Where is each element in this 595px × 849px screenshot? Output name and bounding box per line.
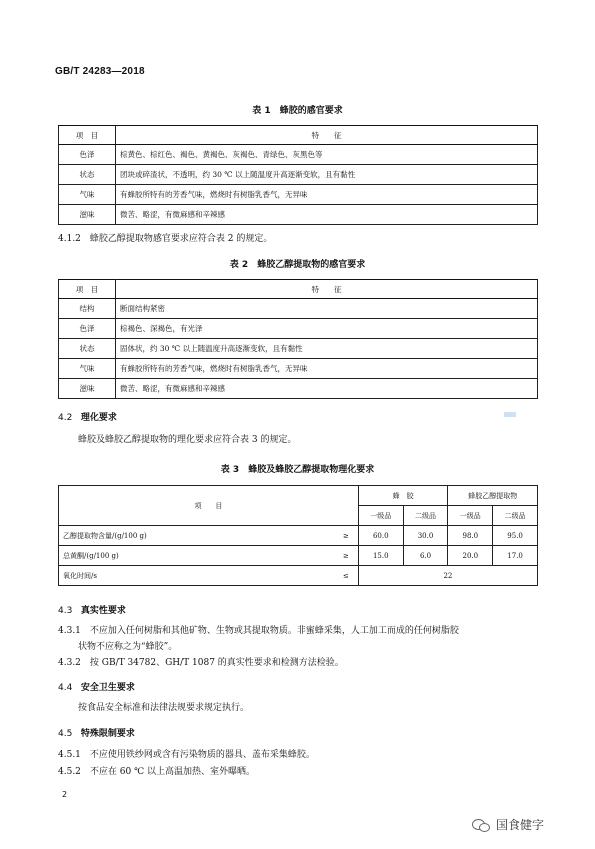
row-operator: ≥ — [334, 546, 359, 566]
page-number: 2 — [62, 790, 68, 799]
wechat-icon — [472, 818, 490, 832]
section-title: 特殊限制要求 — [80, 729, 135, 739]
table-row — [59, 185, 538, 205]
table-row — [59, 339, 538, 359]
table-row — [59, 299, 538, 319]
clause-4-5-2: 4.5.2 不应在 60 ℃ 以上高温加热、室外曝晒。 — [58, 767, 256, 777]
section-number: 4.3 — [58, 606, 73, 616]
scan-artifact — [504, 412, 516, 417]
row-label: 滋味 — [59, 205, 116, 225]
table-row — [59, 359, 538, 379]
row-text: 棕黄色、棕红色、褐色、黄褐色、灰褐色、青绿色、灰黑色等 — [116, 145, 538, 165]
row-label: 结构 — [59, 299, 116, 319]
row-value: 22 — [358, 566, 537, 586]
paragraph-4-2: 蜂胶及蜂胶乙醇提取物的理化要求应符合表 3 的规定。 — [78, 435, 297, 445]
row-value: 20.0 — [448, 546, 493, 566]
row-label: 氧化时间/s — [59, 566, 334, 586]
subheader-grade: 二级品 — [493, 506, 538, 526]
header-item: 项 目 — [59, 486, 359, 526]
row-label: 状态 — [59, 339, 116, 359]
row-label: 总黄酮/(g/100 g) — [59, 546, 334, 566]
row-value: 17.0 — [493, 546, 538, 566]
clause-4-1-2: 4.1.2 蜂胶乙醇提取物感官要求应符合表 2 的规定。 — [58, 234, 273, 244]
row-label: 状态 — [59, 165, 116, 185]
clause-4-5-1: 4.5.1 不应使用铁纱网或含有污染物质的器具、盖布采集蜂胶。 — [58, 750, 315, 760]
watermark — [472, 816, 544, 833]
table1-title: 表 1 蜂胶的感官要求 — [252, 106, 343, 116]
section-title: 真实性要求 — [80, 606, 126, 616]
clause-4-3-1-cont: 状物不应称之为“蜂胶”。 — [78, 642, 178, 652]
subheader-grade: 二级品 — [403, 506, 448, 526]
row-text: 有蜂胶所特有的芳香气味，燃烧时有树脂乳香气，无异味 — [116, 185, 538, 205]
row-text: 断面结构紧密 — [116, 299, 538, 319]
clause-4-3-2: 4.3.2 按 GB/T 34782、GH/T 1087 的真实性要求和检测方法检验。 — [58, 658, 344, 668]
row-label: 气味 — [59, 359, 116, 379]
standard-number: GB/T 24283—2018 — [55, 66, 145, 77]
row-text: 微苦、略涩，有微麻感和辛辣感 — [116, 205, 538, 225]
clause-4-3-1: 4.3.1 不应加入任何树脂和其他矿物、生物或其提取物质。非蜜蜂采集，人工加工而成的任何树脂胶 — [58, 626, 459, 636]
section-number: 4.2 — [58, 413, 73, 423]
table-header-row — [59, 126, 538, 145]
header-feature: 特 征 — [116, 126, 538, 145]
table-row — [59, 379, 538, 399]
row-operator: ≤ — [334, 566, 359, 586]
section-number: 4.4 — [58, 683, 73, 693]
row-label: 色泽 — [59, 319, 116, 339]
subheader-grade: 一级品 — [448, 506, 493, 526]
paragraph-4-4: 按食品安全标准和法律法规要求规定执行。 — [78, 703, 250, 713]
row-value: 30.0 — [403, 526, 448, 546]
row-label: 滋味 — [59, 379, 116, 399]
row-text: 有蜂胶所特有的芳香气味，燃烧时有树脂乳香气，无异味 — [116, 359, 538, 379]
section-title: 安全卫生要求 — [80, 683, 135, 693]
header-item: 项 目 — [59, 126, 116, 145]
header-group-propolis: 蜂 胶 — [358, 486, 448, 506]
table2-title: 表 2 蜂胶乙醇提取物的感官要求 — [229, 260, 366, 270]
table3-title: 表 3 蜂胶及蜂胶乙醇提取物理化要求 — [220, 465, 375, 475]
row-value: 95.0 — [493, 526, 538, 546]
table-row — [59, 319, 538, 339]
table-row — [59, 546, 538, 566]
table1 — [58, 125, 538, 225]
section-4-4 — [58, 680, 135, 693]
table-header-row — [59, 486, 538, 506]
table-row — [59, 566, 538, 586]
table3 — [58, 485, 538, 586]
row-text: 微苦、略涩，有微麻感和辛辣感 — [116, 379, 538, 399]
section-title: 理化要求 — [80, 413, 117, 423]
table-row — [59, 205, 538, 225]
table-row — [59, 145, 538, 165]
row-value: 6.0 — [403, 546, 448, 566]
header-feature: 特 征 — [116, 280, 538, 299]
section-number: 4.5 — [58, 729, 73, 739]
row-operator: ≥ — [334, 526, 359, 546]
row-value: 60.0 — [358, 526, 403, 546]
header-group-extract: 蜂胶乙醇提取物 — [448, 486, 538, 506]
row-text: 棕褐色、深褐色，有光泽 — [116, 319, 538, 339]
table-row — [59, 526, 538, 546]
section-4-3 — [58, 603, 126, 616]
table2 — [58, 279, 538, 399]
row-label: 气味 — [59, 185, 116, 205]
watermark-text: 国食健字 — [496, 818, 545, 832]
section-4-2 — [58, 410, 117, 423]
row-text: 固体状，约 30 ℃ 以上随温度升高逐渐变软，且有黏性 — [116, 339, 538, 359]
section-4-5 — [58, 726, 135, 739]
row-value: 15.0 — [358, 546, 403, 566]
row-label: 乙醇提取物含量/(g/100 g) — [59, 526, 334, 546]
subheader-grade: 一级品 — [358, 506, 403, 526]
row-text: 团块或碎渣状，不透明，约 30 ℃ 以上随温度升高逐渐变软，且有黏性 — [116, 165, 538, 185]
table-header-row — [59, 280, 538, 299]
row-value: 98.0 — [448, 526, 493, 546]
row-label: 色泽 — [59, 145, 116, 165]
table-row — [59, 165, 538, 185]
header-item: 项 目 — [59, 280, 116, 299]
